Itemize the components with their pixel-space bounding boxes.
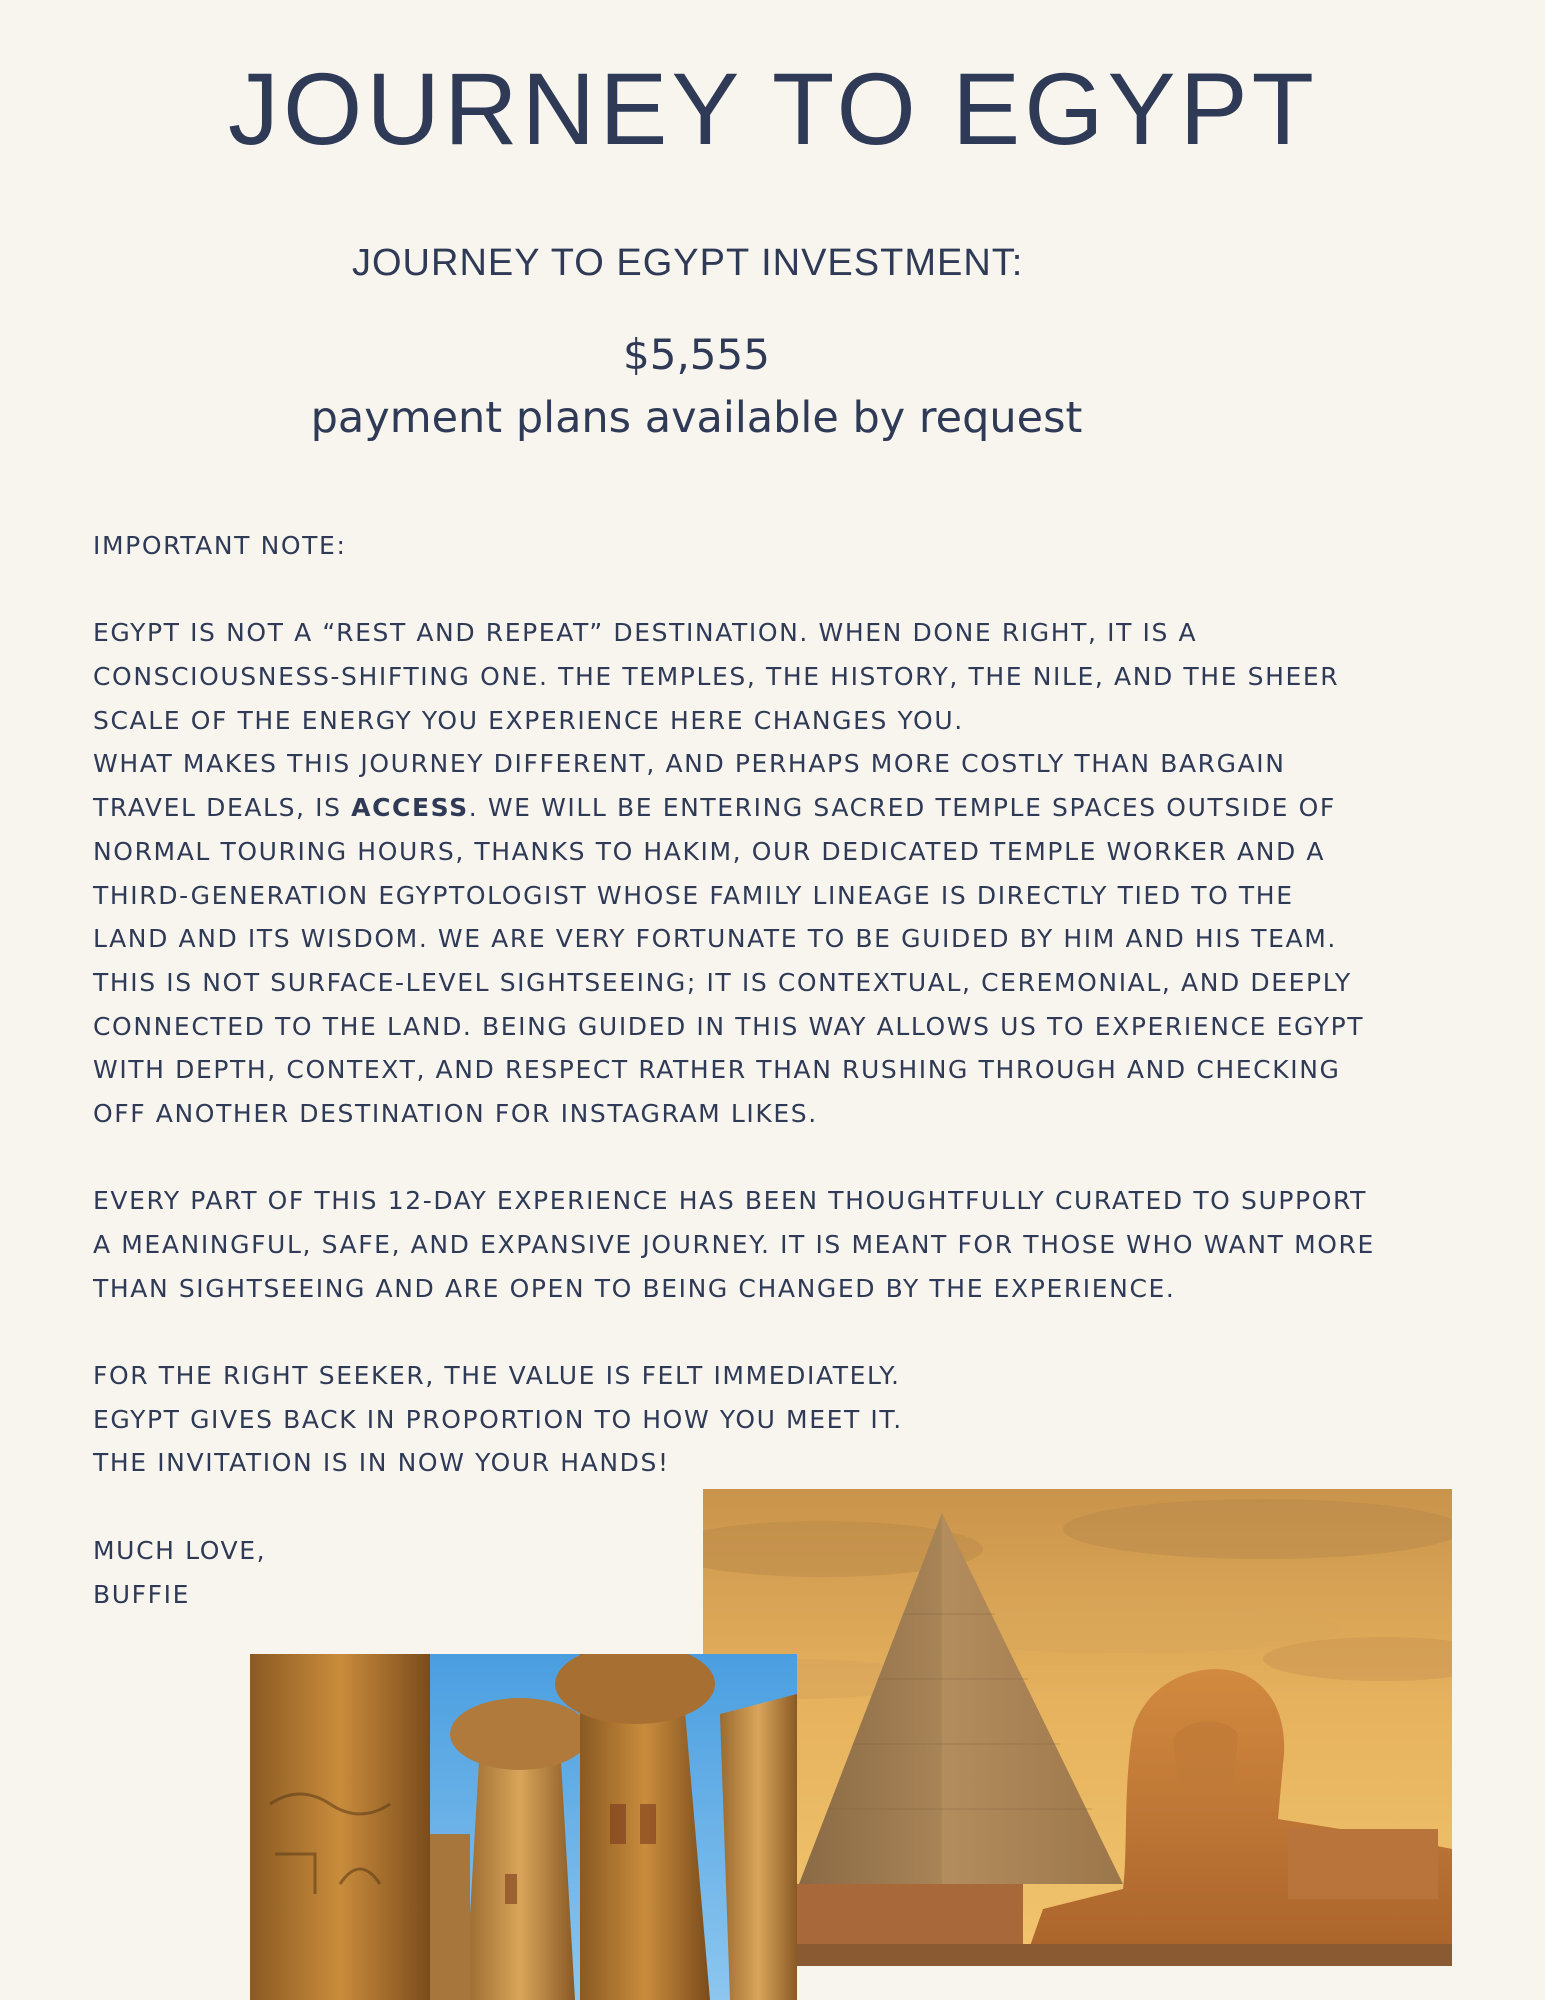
- note-line: EVERY PART OF THIS 12-DAY EXPERIENCE HAS BEEN THOUGHTFULLY CURATED TO SUPPORT: [93, 1186, 1368, 1216]
- note-line: OFF ANOTHER DESTINATION FOR INSTAGRAM LIKES.: [93, 1098, 818, 1128]
- access-emphasis: ACCESS: [351, 793, 469, 823]
- note-line: THE INVITATION IS IN NOW YOUR HANDS!: [93, 1448, 670, 1478]
- note-line: FOR THE RIGHT SEEKER, THE VALUE IS FELT IMMEDIATELY.: [93, 1361, 901, 1391]
- access-line-before: TRAVEL DEALS, IS: [93, 793, 352, 823]
- note-line: CONSCIOUSNESS-SHIFTING ONE. THE TEMPLES, THE HISTORY, THE NILE, AND THE SHEER: [93, 662, 1340, 692]
- note-line: LAND AND ITS WISDOM. WE ARE VERY FORTUNATE TO BE GUIDED BY HIM AND HIS TEAM.: [93, 924, 1337, 954]
- payment-plan-note: payment plans available by request: [310, 393, 1083, 443]
- access-line-after: . WE WILL BE ENTERING SACRED TEMPLE SPACES OUTSIDE OF: [468, 793, 1336, 823]
- note-line: THAN SIGHTSEEING AND ARE OPEN TO BEING CHANGED BY THE EXPERIENCE.: [93, 1273, 1176, 1303]
- note-line: THIRD-GENERATION EGYPTOLOGIST WHOSE FAMILY LINEAGE IS DIRECTLY TIED TO THE: [93, 880, 1294, 910]
- note-line: WHAT MAKES THIS JOURNEY DIFFERENT, AND PERHAPS MORE COSTLY THAN BARGAIN: [93, 749, 1286, 779]
- note-line: EGYPT GIVES BACK IN PROPORTION TO HOW YOU MEET IT.: [93, 1404, 903, 1434]
- note-line: CONNECTED TO THE LAND. BEING GUIDED IN THIS WAY ALLOWS US TO EXPERIENCE EGYPT: [93, 1011, 1365, 1041]
- note-line: THIS IS NOT SURFACE-LEVEL SIGHTSEEING; IT IS CONTEXTUAL, CEREMONIAL, AND DEEPLY: [93, 967, 1352, 997]
- note-line: SCALE OF THE ENERGY YOU EXPERIENCE HERE CHANGES YOU.: [93, 705, 964, 735]
- signature: BUFFIE: [93, 1579, 190, 1609]
- access-line: [93, 786, 1493, 830]
- price: $5,555: [623, 330, 770, 379]
- note-line: WITH DEPTH, CONTEXT, AND RESPECT RATHER THAN RUSHING THROUGH AND CHECKING: [93, 1055, 1341, 1085]
- investment-heading: JOURNEY TO EGYPT INVESTMENT:: [352, 242, 1024, 284]
- note-line: NORMAL TOURING HOURS, THANKS TO HAKIM, OUR DEDICATED TEMPLE WORKER AND A: [93, 836, 1326, 866]
- important-note: [93, 524, 1493, 1616]
- note-line: EGYPT IS NOT A “REST AND REPEAT” DESTINATION. WHEN DONE RIGHT, IT IS A: [93, 618, 1198, 648]
- page-title: JOURNEY TO EGYPT: [228, 52, 1318, 166]
- note-line: A MEANINGFUL, SAFE, AND EXPANSIVE JOURNEY. IT IS MEANT FOR THOSE WHO WANT MORE: [93, 1230, 1375, 1259]
- pyramid-and-sphinx-photo: [703, 1489, 1452, 1966]
- note-heading: IMPORTANT NOTE:: [93, 531, 347, 560]
- signoff-line: MUCH LOVE,: [93, 1535, 267, 1565]
- temple-columns-photo: [250, 1654, 797, 2000]
